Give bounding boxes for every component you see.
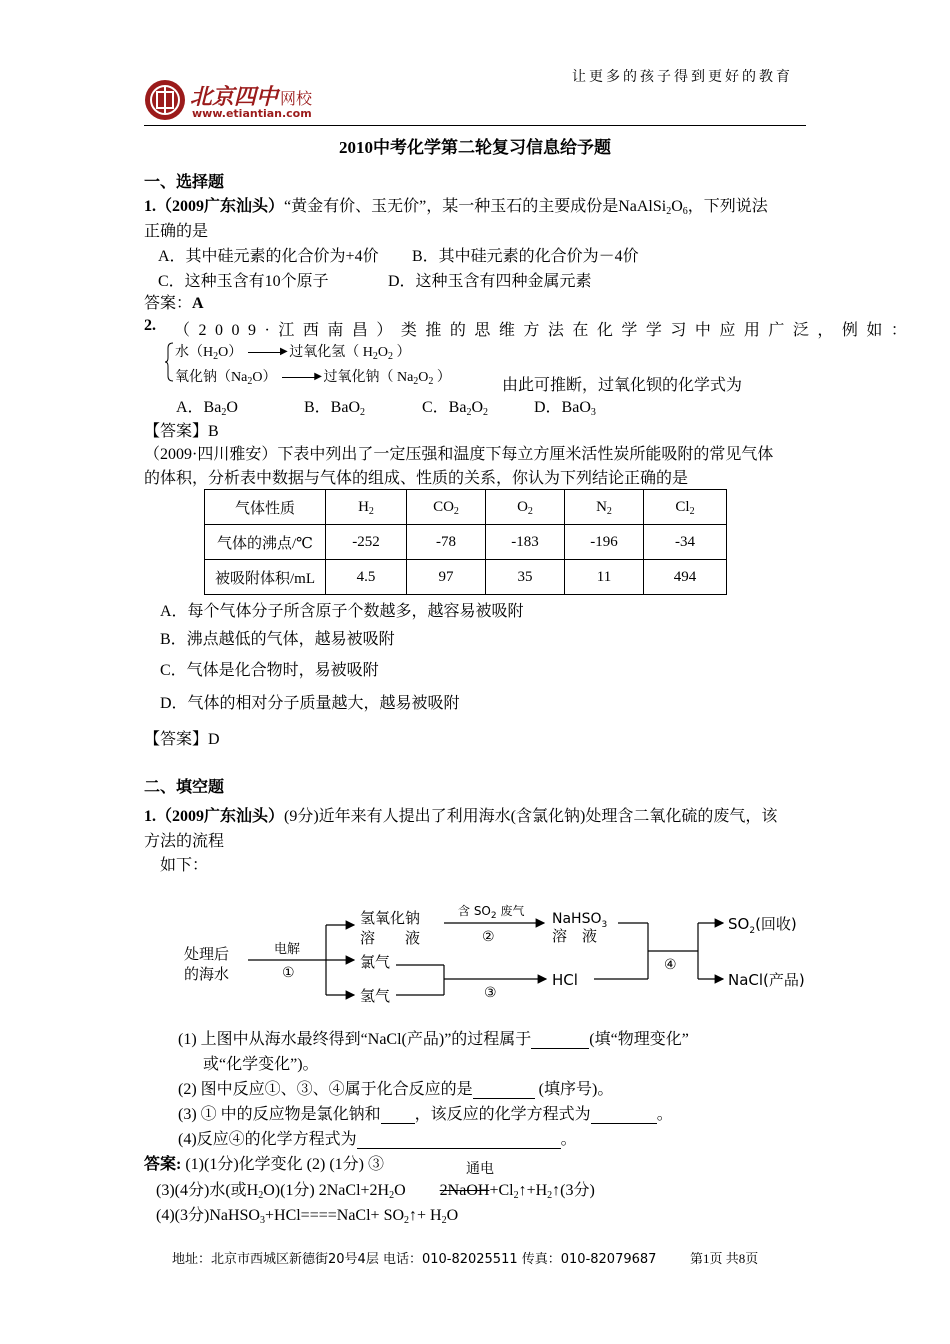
question-source: （2009广东汕头） [156, 198, 285, 215]
text: O [226, 399, 238, 416]
footer-page-number: 第1页 共8页 [690, 1251, 759, 1266]
table-cell [644, 490, 727, 525]
text: 氧化钠（Na [175, 370, 248, 385]
answer-line: 【答案】D [144, 731, 220, 748]
text: +HCl====NaCl+ SO [264, 1207, 405, 1224]
option-d [534, 394, 596, 417]
nacl-product-label: NaCl(产品) [728, 971, 805, 989]
subscript: 2 [247, 376, 253, 387]
option-a: A．每个气体分子所含原子个数越多，越容易被吸附 [160, 603, 524, 620]
chlorine-label: 氯气 [360, 953, 391, 971]
option-c [422, 394, 488, 417]
answer-blank[interactable] [591, 1105, 657, 1124]
subscript: 2 [689, 505, 695, 517]
answer-text: (1)(1分)化学变化 (2) (1分) ③ [181, 1156, 384, 1173]
subscript: 3 [259, 1215, 265, 1226]
subscript: 2 [213, 351, 219, 362]
reaction-condition: 通电 [466, 1162, 494, 1177]
text: (回收) [755, 915, 797, 933]
text: A．Ba [176, 399, 222, 416]
text: 废气 [496, 904, 525, 918]
table-cell: 97 [407, 560, 486, 595]
fill-question-1-line3: 如下： [160, 857, 209, 874]
section-heading: 二、填空题 [144, 779, 225, 796]
answer-line [144, 1151, 384, 1174]
question-text: “黄金有价、玉无价”，某一种玉石的主要成份是NaAlSi [284, 198, 667, 215]
hydrogen-label: 氢气 [360, 987, 391, 1005]
question-number: 1. [144, 198, 156, 215]
text: O [418, 370, 429, 385]
text: (4)(3分)NaHSO [156, 1207, 260, 1224]
question-text: O [671, 198, 683, 215]
text: ↑(3分) [552, 1182, 595, 1199]
text: O)(1分) 2NaCl+2H [263, 1182, 390, 1199]
sub-question-2 [178, 1076, 613, 1099]
text: ↑+ H [409, 1207, 442, 1224]
subscript: 2 [527, 505, 533, 517]
subscript: 2 [413, 376, 419, 387]
naoh-label-1: 氢氧化钠 [360, 909, 421, 927]
sub-question-4 [178, 1126, 577, 1149]
page-title: 2010中考化学第二轮复习信息给予题 [339, 138, 611, 157]
answer-blank[interactable] [357, 1130, 561, 1149]
text: O [517, 498, 528, 515]
text: 过氧化氢（ H [289, 345, 373, 360]
text: O） [218, 345, 243, 360]
text: B．BaO [304, 399, 361, 416]
text: 。 [656, 1106, 673, 1123]
brace-icon [164, 342, 174, 382]
text: SO [728, 915, 750, 933]
option-b [304, 394, 365, 417]
answer-line-3 [156, 1177, 595, 1200]
text: D．BaO [534, 399, 591, 416]
text: (3) ① 中的反应物是氯化钠和 [178, 1106, 381, 1123]
seawater-label-2: 的海水 [184, 965, 230, 983]
table-cell: 被吸附体积/mL [205, 560, 326, 595]
subscript: 2 [360, 407, 366, 418]
subscript: 2 [513, 1190, 519, 1201]
naoh-label-2: 溶 液 [360, 929, 421, 947]
answer-line-4 [156, 1202, 458, 1225]
question-1-stem [144, 193, 768, 216]
arrow-icon: ▶ [282, 377, 318, 378]
logo-suffix: 网校 [280, 89, 313, 108]
table-cell: 气体性质 [205, 490, 326, 525]
question-text: （2009·江西南昌）类推的思维方法在化学学习中应用广泛，例如： [174, 322, 916, 339]
text: 2NaOH [439, 1182, 490, 1199]
answer-blank[interactable] [531, 1030, 589, 1049]
subscript: 2 [453, 505, 459, 517]
analogy-row-2 [175, 366, 451, 386]
text: 含 SO [458, 904, 491, 918]
subscript: 2 [483, 407, 489, 418]
text: (填序号)。 [534, 1081, 614, 1098]
fill-question-1-stem [144, 803, 777, 826]
nahso3-label-2: 溶 液 [552, 927, 598, 945]
text: NaHSO [552, 911, 602, 927]
subscript: 2 [466, 407, 472, 418]
logo-name: 北京四中 [190, 84, 279, 110]
sub-question-1-cont: 或“化学变化”)。 [203, 1056, 319, 1073]
text: ） [393, 345, 411, 360]
option-a: A．其中硅元素的化合价为+4价 [158, 248, 379, 265]
answer-label: 答案： [144, 295, 193, 312]
table-cell: -34 [644, 525, 727, 560]
answer-line: 【答案】B [144, 423, 219, 440]
so2-gas-label [458, 903, 524, 921]
table-row [205, 525, 727, 560]
table-cell: 气体的沸点/℃ [205, 525, 326, 560]
text: ） [433, 370, 451, 385]
answer-blank[interactable] [473, 1080, 535, 1099]
subscript: 2 [372, 351, 378, 362]
answer-line [144, 290, 204, 313]
option-d: D．气体的相对分子质量越大，越易被吸附 [160, 695, 460, 712]
hcl-label: HCl [552, 971, 578, 989]
table-cell [486, 490, 565, 525]
step-1-label: ① [282, 965, 295, 981]
gas-table [204, 489, 727, 595]
text: (3)(4分)水(或H [156, 1182, 259, 1199]
header-slogan: 让更多的孩子得到更好的教育 [572, 70, 793, 85]
table-cell: -183 [486, 525, 565, 560]
section-heading: 一、选择题 [144, 174, 225, 191]
text: CO [433, 498, 454, 515]
table-cell: -78 [407, 525, 486, 560]
sub-question-1 [178, 1026, 689, 1049]
table-cell [407, 490, 486, 525]
option-d: D．这种玉含有四种金属元素 [388, 273, 592, 290]
school-logo-icon [143, 78, 187, 122]
option-b: B．其中硅元素的化合价为－4价 [412, 248, 639, 265]
subscript: 2 [221, 407, 227, 418]
question-text: (9分)近年来有人提出了利用海水(含氯化钠)处理含二氧化硫的废气，该 [284, 808, 778, 825]
table-cell: -252 [326, 525, 407, 560]
text: O） [252, 370, 277, 385]
table-cell: 35 [486, 560, 565, 595]
step-3-label: ③ [484, 985, 497, 1001]
question-text: ，下列说法 [687, 198, 768, 215]
text: (填“物理变化” [589, 1031, 689, 1048]
header-rule [144, 125, 806, 126]
option-a [176, 394, 238, 417]
table-cell [326, 490, 407, 525]
question-3-line2: 的体积，分析表中数据与气体的组成、性质的关系，你认为下列结论正确的是 [144, 470, 689, 487]
electrolysis-label: 电解 [274, 942, 301, 957]
question-1-line2: 正确的是 [144, 223, 209, 240]
subscript: 3 [601, 920, 608, 930]
subscript: 2 [404, 1215, 410, 1226]
subscript: 2 [749, 926, 756, 936]
text: 水（H [175, 345, 214, 360]
text: ↑+H [518, 1182, 548, 1199]
text: 。 [560, 1131, 577, 1148]
arrow-icon: ▶ [248, 352, 284, 353]
table-cell: -196 [565, 525, 644, 560]
option-c: C．气体是化合物时，易被吸附 [160, 662, 379, 679]
table-row [205, 490, 727, 525]
table-cell: 4.5 [326, 560, 407, 595]
so2-recovery-label [728, 915, 797, 936]
subscript: 2 [258, 1190, 264, 1201]
footer-address: 地址：北京市西城区新德街20号4层 电话：010-82025511 传真：010-82079687 [172, 1252, 657, 1267]
subscript: 2 [389, 1190, 395, 1201]
question-2-infer: 由此可推断，过氧化钡的化学式为 [502, 377, 743, 394]
text: O [394, 1182, 406, 1199]
table-cell: 494 [644, 560, 727, 595]
question-number: 1. [144, 808, 156, 825]
subscript: 2 [490, 911, 497, 921]
subscript: 2 [547, 1190, 553, 1201]
process-flow-diagram [178, 893, 818, 1011]
text: O [446, 1207, 459, 1224]
step-2-label: ② [482, 929, 495, 945]
text: ，该反应的化学方程式为 [414, 1106, 591, 1123]
subscript: 2 [388, 351, 393, 362]
text: Cl [675, 498, 690, 515]
text: (4)反应④的化学方程式为 [178, 1131, 357, 1148]
subscript: 2 [606, 505, 612, 517]
text: (1) 上图中从海水最终得到“NaCl(产品)”的过程属于 [178, 1031, 532, 1048]
subscript: 3 [590, 407, 596, 418]
subscript: 6 [682, 206, 688, 217]
question-source: （2009广东汕头） [156, 808, 285, 825]
logo-url: www.etiantian.com [192, 107, 312, 120]
subscript: 2 [428, 376, 434, 387]
question-2-stem [144, 317, 916, 340]
text: H [358, 498, 369, 515]
answer-label: 答案: [144, 1156, 182, 1173]
table-cell: 11 [565, 560, 644, 595]
answer-value: A [192, 295, 204, 312]
seawater-label-1: 处理后 [184, 945, 230, 963]
text: N [596, 498, 607, 515]
fill-question-1-line2: 方法的流程 [144, 833, 225, 850]
question-number: 2. [144, 317, 156, 334]
text: (2) 图中反应①、③、④属于化合反应的是 [178, 1081, 473, 1098]
step-4-label: ④ [664, 957, 677, 973]
text: 过氧化钠（ Na [323, 370, 414, 385]
subscript: 2 [441, 1215, 447, 1226]
table-cell [565, 490, 644, 525]
question-3-line1: （2009·四川雅安）下表中列出了一定压强和温度下每立方厘米活性炭所能吸附的常见气体 [144, 446, 774, 463]
text: O [471, 399, 484, 416]
subscript: 2 [666, 206, 672, 217]
analogy-row-1 [175, 341, 411, 361]
option-b: B．沸点越低的气体，越易被吸附 [160, 631, 395, 648]
table-row [205, 560, 727, 595]
subscript: 2 [368, 505, 374, 517]
answer-blank[interactable] [381, 1105, 415, 1124]
sub-question-3 [178, 1101, 673, 1124]
text: C．Ba [422, 399, 467, 416]
text: O [377, 345, 388, 360]
option-c: C．这种玉含有10个原子 [158, 273, 329, 290]
text: +Cl [489, 1182, 514, 1199]
